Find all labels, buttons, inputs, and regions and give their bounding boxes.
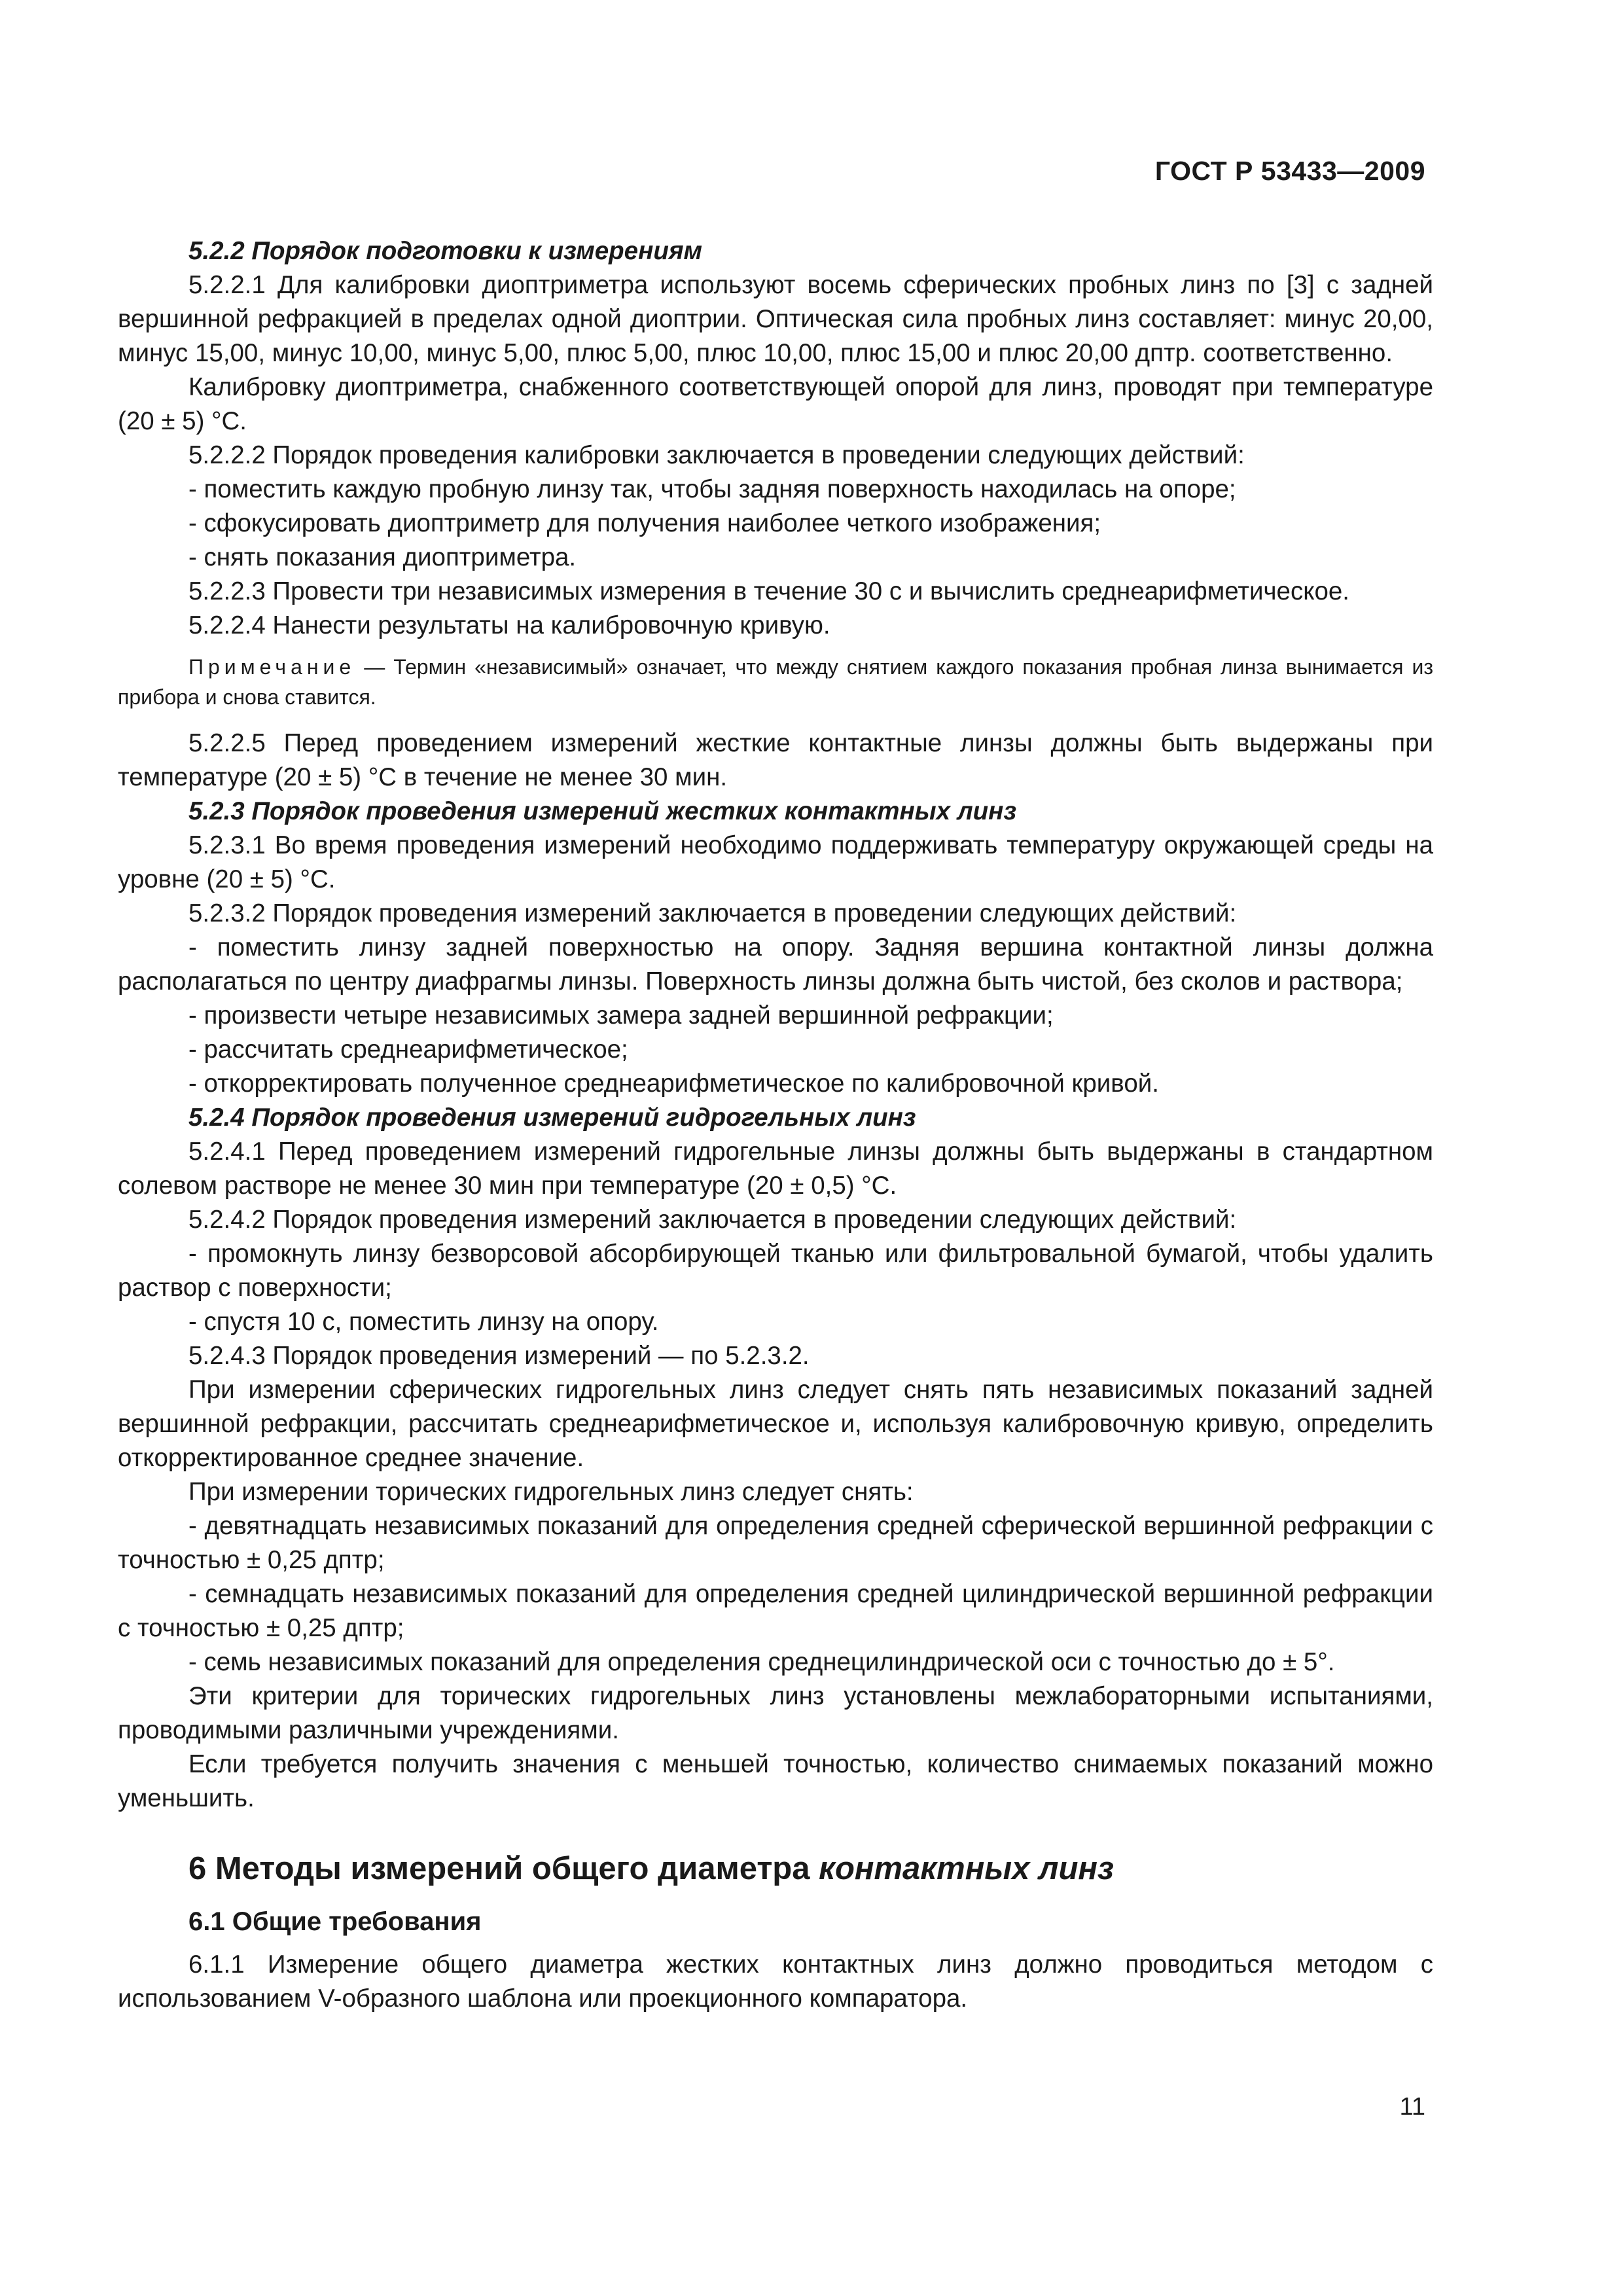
paragraph-5-2-2-2: 5.2.2.2 Порядок проведения калибровки заключается в проведении следующих действий: <box>188 441 1245 469</box>
paragraph-5-2-2-4: 5.2.2.4 Нанести результаты на калибровочную кривую. <box>188 611 830 639</box>
paragraph-toric: При измерении торических гидрогельных линз следует снять: <box>188 1478 914 1506</box>
section-5-2-2-heading: 5.2.2 Порядок подготовки к измерениям <box>188 237 703 265</box>
section-6-heading-italic: контактных линз <box>819 1851 1115 1886</box>
paragraph-5-2-4-3: 5.2.4.3 Порядок проведения измерений — по 5.2.3.2. <box>188 1342 810 1370</box>
list-item: - снять показания диоптриметра. <box>188 543 577 571</box>
section-6-heading-main: 6 Методы измерений общего диаметра <box>188 1851 819 1886</box>
list-item: - произвести четыре независимых замера задней вершинной рефракции; <box>188 1001 1054 1030</box>
note <box>118 652 1433 712</box>
list-item: - девятнадцать независимых показаний для определения средней сферической вершинной рефракции с точностью ± 0,25 дптр; <box>118 1512 1433 1574</box>
paragraph-5-2-2-1: 5.2.2.1 Для калибровки диоптриметра используют восемь сферических пробных линз по [3] с задней вершинной рефракцией в пределах одной диоптрии. Оптическая сила пробных линз составляет: минус 20,00, минус 15,00, минус 10,00, минус 5,00, плюс 5,00, плюс 10,00, плюс 15,00 и плюс 20,00 дптр. соответственно. <box>118 271 1433 367</box>
paragraph-5-2-3-1: 5.2.3.1 Во время проведения измерений необходимо поддерживать температуру окружающей среды на уровне (20 ± 5) °С. <box>118 831 1433 893</box>
note-label: Примечание <box>188 655 356 679</box>
section-5-2-3-heading: 5.2.3 Порядок проведения измерений жестких контактных линз <box>188 797 1017 825</box>
section-6-1-heading: 6.1 Общие требования <box>188 1907 482 1936</box>
paragraph-5-2-2-3: 5.2.2.3 Провести три независимых измерения в течение 30 с и вычислить среднеарифметическое. <box>188 577 1349 605</box>
note-text: — Термин «независимый» означает, что между снятием каждого показания пробная линза вынимается из прибора и снова ставится. <box>118 655 1433 709</box>
list-item: - сфокусировать диоптриметр для получения наиболее четкого изображения; <box>188 509 1101 537</box>
list-item: - семь независимых показаний для определения среднецилиндрической оси с точностью до ± 5°. <box>188 1648 1335 1676</box>
list-item: - рассчитать среднеарифметическое; <box>188 1035 628 1064</box>
paragraph-5-2-2-5: 5.2.2.5 Перед проведением измерений жесткие контактные линзы должны быть выдержаны при температуре (20 ± 5) °С в течение не менее 30 мин. <box>118 729 1433 791</box>
document-body <box>118 234 1433 2016</box>
document-header: ГОСТ Р 53433—2009 <box>1154 156 1425 186</box>
list-item: - промокнуть линзу безворсовой абсорбирующей тканью или фильтровальной бумагой, чтобы удалить раствор с поверхности; <box>118 1240 1433 1302</box>
list-item: - поместить каждую пробную линзу так, чтобы задняя поверхность находилась на опоре; <box>188 475 1236 503</box>
list-item: - поместить линзу задней поверхностью на опору. Задняя вершина контактной линзы должна располагаться по центру диафрагмы линзы. Поверхность линзы должна быть чистой, без сколов и раствора; <box>118 933 1433 996</box>
list-item: - спустя 10 с, поместить линзу на опору. <box>188 1308 659 1336</box>
paragraph-6-1-1: 6.1.1 Измерение общего диаметра жестких контактных линз должно проводиться методом с использованием V-образного шаблона или проекционного компаратора. <box>118 1950 1433 2013</box>
paragraph-5-2-4-1: 5.2.4.1 Перед проведением измерений гидрогельные линзы должны быть выдержаны в стандартном солевом растворе не менее 30 мин при температуре (20 ± 0,5) °С. <box>118 1138 1433 1200</box>
list-item: - семнадцать независимых показаний для определения средней цилиндрической вершинной рефракции с точностью ± 0,25 дптр; <box>118 1580 1433 1642</box>
page-number: 11 <box>1399 2093 1425 2121</box>
paragraph-criteria: Эти критерии для торических гидрогельных линз установлены межлабораторными испытаниями, проводимыми различными учреждениями. <box>118 1682 1433 1744</box>
paragraph-less-accuracy: Если требуется получить значения с меньшей точностью, количество снимаемых показаний можно уменьшить. <box>118 1750 1433 1812</box>
paragraph-5-2-3-2: 5.2.3.2 Порядок проведения измерений заключается в проведении следующих действий: <box>188 899 1237 927</box>
section-5-2-4-heading: 5.2.4 Порядок проведения измерений гидрогельных линз <box>188 1103 916 1132</box>
list-item: - откорректировать полученное среднеарифметическое по калибровочной кривой. <box>188 1069 1159 1098</box>
paragraph-5-2-4-2: 5.2.4.2 Порядок проведения измерений заключается в проведении следующих действий: <box>188 1206 1237 1234</box>
section-6-heading <box>118 1848 1433 1889</box>
paragraph-spherical: При измерении сферических гидрогельных линз следует снять пять независимых показаний задней вершинной рефракции, рассчитать среднеарифметическое и, используя калибровочную кривую, определить откорректированное среднее значение. <box>118 1376 1433 1472</box>
paragraph-calibration: Калибровку диоптриметра, снабженного соответствующей опорой для линз, проводят при температуре (20 ± 5) °С. <box>118 373 1433 435</box>
